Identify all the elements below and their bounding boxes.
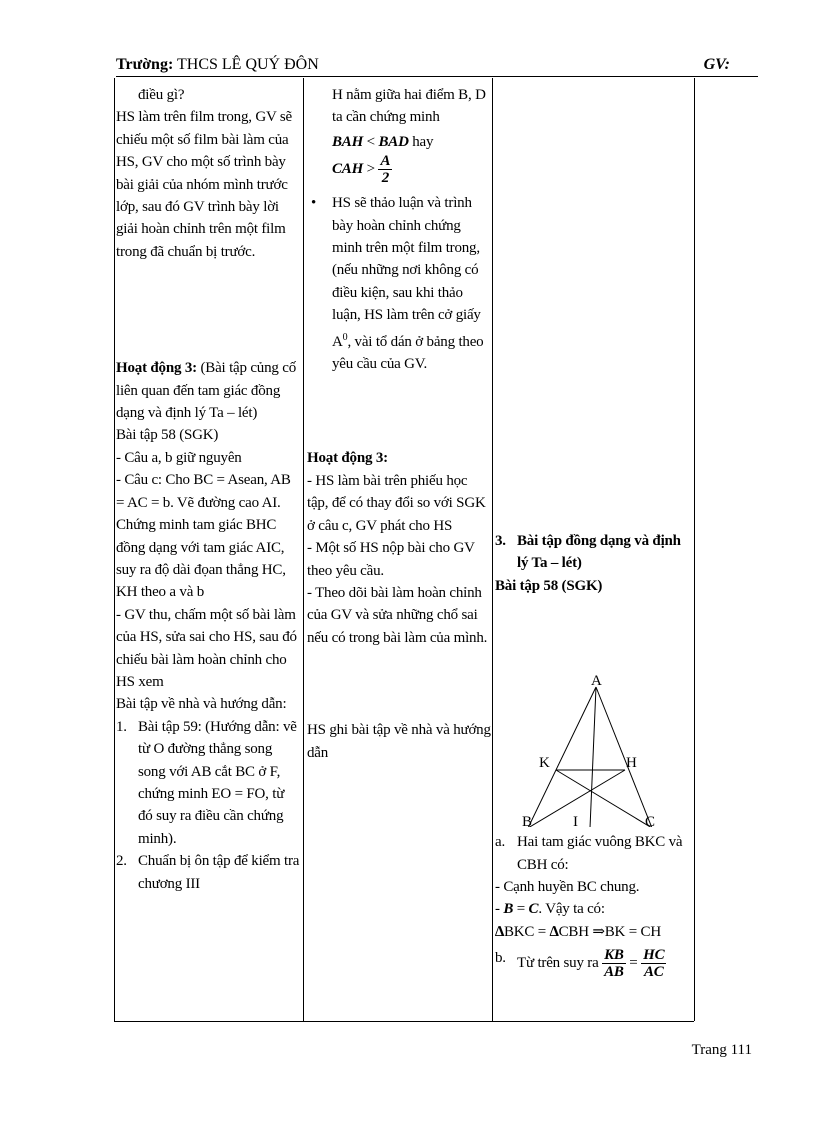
fraction-num: A xyxy=(380,153,391,170)
col2-item-2: - Một số HS nộp bài cho GV theo yêu cầu. xyxy=(307,540,475,579)
fraction-num: HC xyxy=(643,947,665,964)
spacer xyxy=(116,263,302,357)
col2-item-3: - Theo dõi bài làm hoàn chỉnh của GV và sửa những chổ sai nếu có trong bài làm của mình. xyxy=(307,584,488,646)
fraction-den: AC xyxy=(643,964,664,981)
triangle-symbol-1: ∆ xyxy=(495,923,504,940)
col1-activity-3 xyxy=(116,357,302,424)
segment-ai xyxy=(590,687,596,827)
angle-eq-tail: . Vậy ta có: xyxy=(538,901,605,918)
col1-paragraph-film: HS làm trên film trong, GV sẽ chiếu một số film bài làm của HS, GV cho một số trình bày bài giải của nhóm mình trước lớp, sau đó GV trình bày lời giải hoàn chỉnh trên một film trong đã chuẩn bị trước. xyxy=(116,109,292,260)
col3-hypotenuse: - Cạnh huyền BC chung. xyxy=(495,879,640,896)
col2-math-2 xyxy=(307,153,491,186)
triangle-figure xyxy=(495,599,692,827)
section-number: 3. xyxy=(495,533,506,549)
op-greater: > xyxy=(363,161,379,178)
item-number: 2. xyxy=(116,853,127,870)
fraction-hc-ac xyxy=(641,947,666,980)
bullet-text-1: HS sẽ thảo luận và trình bày hoàn chỉnh chứng minh trên một film trong, (nếu những nơi không có điều kiện, sau khi thảo luận, HS làm trên cở giấy A xyxy=(332,195,481,350)
school-label: Trường: xyxy=(116,56,174,73)
teacher-label: GV: xyxy=(703,56,730,73)
col2-activity-title: Hoạt động 3: xyxy=(307,450,388,467)
label-a: A xyxy=(591,673,602,690)
dash: - xyxy=(495,901,504,918)
item-text: Chuẩn bị ôn tập để kiểm tra chương III xyxy=(138,853,300,892)
part-text: Từ trên suy ra xyxy=(517,955,603,972)
label-h: H xyxy=(626,755,637,772)
angle-bad: BAD xyxy=(378,133,409,150)
angle-cah: CAH xyxy=(332,161,364,178)
col2-item-1: - HS làm bài trên phiếu học tập, để có thay đổi so với SGK ở câu c, GV phát cho HS xyxy=(307,472,486,534)
part-text: Hai tam giác vuông BKC và CBH có: xyxy=(517,834,683,873)
col3-exercise-title: Bài tập 58 (SGK) xyxy=(495,577,603,594)
col1-homework-item-2 xyxy=(116,850,302,895)
eq-sign: = xyxy=(625,955,642,972)
col3-congruence xyxy=(495,921,692,943)
fraction-den: 2 xyxy=(381,170,390,187)
col1-top-line: điều gì? xyxy=(138,87,185,103)
congruence-part-3: BK = CH xyxy=(604,923,661,940)
angle-bah: BAH xyxy=(332,133,364,150)
item-number: 1. xyxy=(116,718,127,735)
congruence-part-2: CBH xyxy=(558,923,593,940)
page-number: Trang 111 xyxy=(691,1042,752,1058)
table-border-left xyxy=(114,78,115,1021)
fraction-den: AB xyxy=(604,964,624,981)
column-teacher-activity xyxy=(116,84,302,895)
word-hay: hay xyxy=(408,133,434,150)
angle-c: C xyxy=(528,901,539,918)
part-number: b. xyxy=(495,950,506,967)
col2-bullet-discussion xyxy=(307,192,491,375)
spacer xyxy=(307,375,491,447)
section-text: Bài tập đồng dạng và định lý Ta – lét) xyxy=(517,533,681,572)
col1-homework-title: Bài tập về nhà và hướng dẫn: xyxy=(116,696,287,713)
table-divider-2 xyxy=(492,78,493,1021)
col2-paragraph-h: H nằm giữa hai điểm B, D ta cần chứng minh xyxy=(332,87,486,126)
segment-ck xyxy=(556,770,652,827)
col3-part-b xyxy=(495,947,692,980)
label-b: B xyxy=(522,814,532,831)
fraction-num: KB xyxy=(604,947,624,964)
column-content xyxy=(495,530,692,980)
implies-arrow: ⇒ xyxy=(592,923,605,940)
page-header xyxy=(116,56,758,77)
bullet-superscript: 0 xyxy=(342,331,348,343)
column-student-activity xyxy=(307,84,491,764)
col2-math-1 xyxy=(307,131,491,153)
bullet-text-2: , vài tổ dán ở bảng theo yêu cầu của GV. xyxy=(332,333,484,373)
col1-item-a: - Câu a, b giữ nguyên xyxy=(116,449,242,466)
label-i: I xyxy=(573,814,578,831)
triangle-symbol-2: ∆ xyxy=(549,923,559,940)
col2-homework: HS ghi bài tập về nhà và hướng dẫn xyxy=(307,722,491,761)
col3-part-a xyxy=(495,831,692,876)
angle-b: B xyxy=(503,901,514,918)
col1-exercise-title: Bài tập 58 (SGK) xyxy=(116,427,219,444)
col1-item-c: - Câu c: Cho BC = Asean, AB = AC = b. Vẽ đường cao AI. Chứng minh tam giác BHC đồng dạng với tam giác AIC, suy ra độ dài đọan thẳng HC, KH theo a và b xyxy=(116,472,291,601)
col3-section-title xyxy=(495,530,692,575)
bullet-dot: • xyxy=(311,195,317,212)
congruence-part-1: BKC = xyxy=(503,923,550,940)
label-c: C xyxy=(645,814,655,831)
spacer xyxy=(307,649,491,719)
label-k: K xyxy=(539,755,550,772)
fraction-a-over-2 xyxy=(378,153,392,186)
col1-activity-desc: (Bài tập củng cố liên quan đến tam giác đồng dạng và định lý Ta – lét) xyxy=(116,360,297,422)
col1-activity-title: Hoạt động 3: xyxy=(116,360,197,377)
item-text: Bài tập 59: (Hướng dẫn: vẽ từ O đường thẳng song song với AB cắt BC ở F, chứng minh EO = FO, từ đó suy ra điều cần chứng minh). xyxy=(138,718,297,847)
fraction-kb-ab xyxy=(602,947,626,980)
school-name: THCS LÊ QUÝ ĐÔN xyxy=(173,56,319,73)
part-number: a. xyxy=(495,834,506,851)
col1-homework-item-1 xyxy=(116,716,302,850)
table-border-right xyxy=(694,78,695,1021)
table-border-bottom xyxy=(114,1021,694,1022)
col1-item-gv: - GV thu, chấm một số bài làm của HS, sửa sai cho HS, sau đó chiếu bài làm hoàn chỉnh cho HS xem xyxy=(116,606,297,690)
eq-sign: = xyxy=(513,901,529,918)
op-less: < xyxy=(363,133,379,150)
segment-ac xyxy=(596,687,652,827)
table-divider-1 xyxy=(303,78,304,1021)
school-line xyxy=(116,56,319,74)
col3-angle-eq xyxy=(495,898,692,920)
